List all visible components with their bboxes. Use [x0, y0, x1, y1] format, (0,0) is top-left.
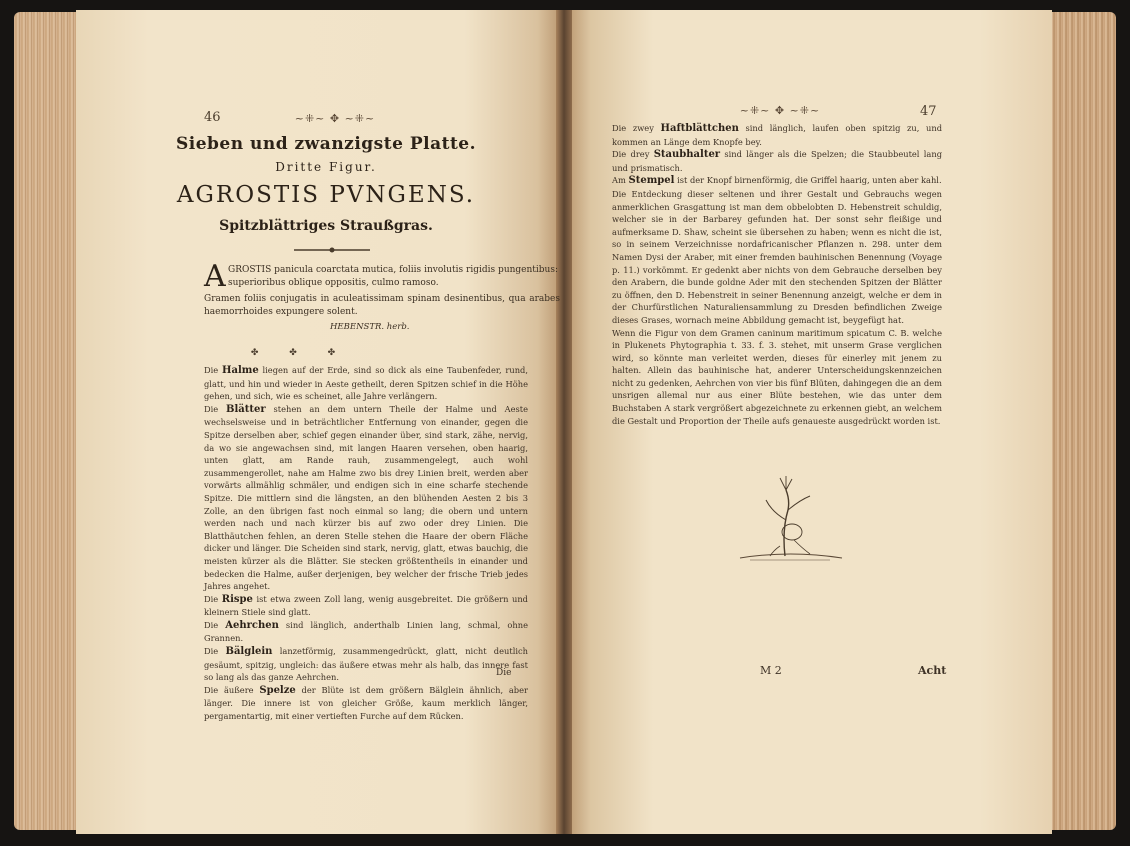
- figure-title: Dritte Figur.: [275, 160, 377, 174]
- left-page-number: 46: [204, 110, 221, 125]
- right-page-number: 47: [920, 104, 937, 119]
- page-block-left-edge: [14, 12, 84, 830]
- paragraph-haftblaettchen: Die zwey Haftblättchen sind länglich, laufen oben spitzig zu, und kommen an Länge dem Knopfe bey.: [612, 123, 943, 147]
- left-catchword: Die: [496, 668, 512, 678]
- left-body: [204, 364, 528, 723]
- latin-reference: HEBENSTR. herb.: [330, 322, 410, 332]
- drop-cap: A: [204, 259, 226, 294]
- paragraph-spelze: Die äußere Spelze der Blüte ist dem größern Bälglein ähnlich, aber länger. Die innere ist von gleicher Größe, kaum merklich länger, pergamentartig, mit einer vertieften Furche auf dem Rücken.: [204, 684, 528, 722]
- right-catchword: Acht: [918, 664, 947, 677]
- german-name-title: Spitzblättriges Straußgras.: [219, 218, 433, 234]
- book-gutter: [556, 10, 572, 834]
- grass-vignette-illustration: [730, 470, 850, 570]
- paragraph-staubhalter: Die drey Staubhalter sind länger als die Spelzen; die Staubbeutel lang und prismatisch.: [612, 149, 943, 173]
- left-header-ornament: ~⁜~ ✥ ~⁜~: [294, 112, 376, 125]
- right-body: [612, 122, 942, 427]
- paragraph-rispe: Die Rispe ist etwa zween Zoll lang, wenig ausgebreitet. Die größern und kleinern Stiele sind glatt.: [204, 593, 528, 618]
- section-stars: ✤ ✤ ✤: [250, 348, 350, 358]
- species-title: AGROSTIS PVNGENS.: [176, 182, 476, 208]
- plate-title: Sieben und zwanzigste Platte.: [175, 134, 477, 154]
- paragraph-halme: Die Halme liegen auf der Erde, sind so dick als eine Taubenfeder, rund, glatt, und hin und wieder in Aeste getheilt, deren Spitzen schief in die Höhe gehen, und sich, wie es scheinet, alle Jahre verlängern.: [204, 365, 528, 402]
- paragraph-blaetter: Die Blätter stehen an dem untern Theile der Halme und Aeste wechselsweise und in beträchtlicher Entfernung von einander, gegen die Spitze derselben aber, schief gegen einander über, sind stark, zähe, nervig, da wo sie angewachsen sind, mit langen Haaren versehen, oben haarig, unten glatt, am Rande rauh, zusammengelegt, auch wohl zusammengerollet, nahe am Halme zwo bis drey Linien breit, werden aber vorwärts allmählig schmäler, und endigen sich in eine scharfe stechende Spitze. Die mittlern sind die längsten, an den blühenden Aesten 2 bis 3 Zolle, an den übrigen fast noch einmal so lang; die obern und untern werden nach und nach kürzer bis auf zwo oder drey Linien. Die Blatthäutchen fehlen, an deren Stelle stehen die Haare der obern Fläche dicker und länger. Die Scheiden sind stark, nervig, glatt, etwas bauchig, die meisten kürzer als die Blätter. Sie stecken größtentheils in einander und bedecken die Halme, außer derjenigen, bey welcher der frische Trieb jedes Jahres angehet.: [204, 403, 528, 592]
- title-divider-ornament: [292, 247, 372, 253]
- signature-mark: M 2: [760, 664, 782, 677]
- latin-diagnosis: GROSTIS panicula coarctata mutica, foliis involutis rigidis pungentibus: superioribus oblique oppositis, culmo ramoso.: [228, 265, 558, 288]
- paragraph-figur-vergleich: Wenn die Figur von dem Gramen caninum maritimum spicatum C. B. welche in Plukenets Phytographia t. 33. f. 3. stehet, mit unserm Grase verglichen wird, so könnte man verleitet werden, dieses für einerley mit jenem zu halten. Allein das bauhinische hat, anderer Unterscheidungskennzeichen nicht zu gedenken, Aehrchen von vier bis fünf Blüten, dahingegen die an dem unsrigen allemal nur aus einer Blüte bestehen, wie das unter dem Buchstaben A stark vergrößert abgezeichnete zu erkennen giebt, an welchem die Gestalt und Proportion der Theile aufs genaueste ausgedrückt worden ist.: [612, 327, 942, 426]
- paragraph-entdeckung: Die Entdeckung dieser seltenen und ihrer Gestalt und Gebrauchs wegen anmerklichen Grasgattung ist man dem obbelobten D. Hebenstreit schuldig, welcher sie in der Barbarey gefunden hat. Der sonst sehr fleißige und aufmerksame D. Shaw, scheint sie übersehen zu haben; wenn es nicht die ist, so in seinem Verzeichnisse nordafricanischer Pflanzen n. 298. unter dem Namen Dysi der Araber, mit einer fremden bauhinischen Benennung (Voyage p. 11.) vorkömmt. Er gedenkt aber nichts von dem Gebrauche derselben bey den Arabern, die bunde goldne Ader mit den stechenden Spitzen der Blätter zu öffnen, den D. Hebenstreit in seiner Benennung anzeigt, welche er dem in der Churfürstlichen Naturaliensammlung zu Dresden befindlichen Zweige dieses Grases, wornach meine Abbildung gemacht ist, beygefügt hat.: [612, 188, 942, 325]
- page-block-right-edge: [1050, 12, 1116, 830]
- right-header-ornament: ~⁜~ ✥ ~⁜~: [739, 104, 821, 117]
- paragraph-stempel: Am Stempel ist der Knopf birnenförmig, die Griffel haarig, unten aber kahl.: [612, 175, 942, 187]
- paragraph-aehrchen: Die Aehrchen sind länglich, anderthalb Linien lang, schmal, ohne Grannen.: [204, 619, 529, 644]
- paragraph-baelglein: Die Bälglein lanzetförmig, zusammengedrückt, glatt, nicht deutlich gesäumt, spitzig, ungleich: das äußere etwas mehr als halb, das innere fast so lang als das ganze Aehrchen.: [204, 646, 529, 683]
- latin-synonym: Gramen foliis conjugatis in aculeatissimam spinam desinentibus, qua arabes haemorrhoides expungere solent.: [204, 294, 560, 317]
